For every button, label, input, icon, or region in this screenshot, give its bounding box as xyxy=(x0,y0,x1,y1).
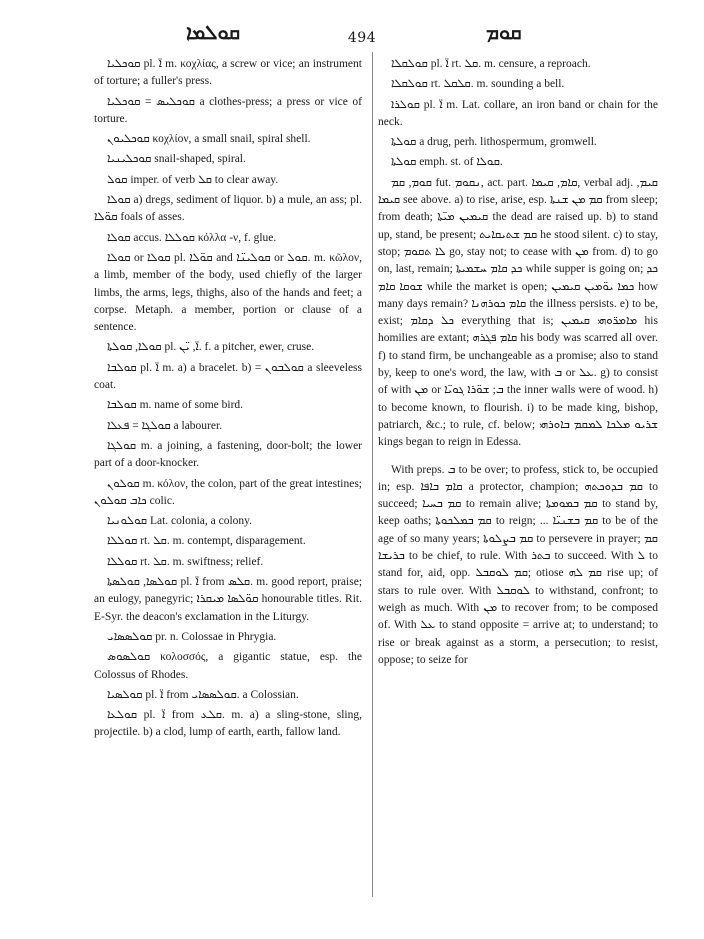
running-head-left: ܩܘܠܡܐ xyxy=(186,20,241,44)
dictionary-entry: ܩܘܟܠܝܢܝܐ snail-shaped, spiral. xyxy=(107,153,246,166)
dictionary-entry: ܩܘܠܬܐ emph. st. of ܩܘܠܐ. xyxy=(391,156,503,169)
dictionary-entry: ܩܘܠܥܐ pl. ܐ̈ from ܩܠܥ. m. a) a sling-stone, sling, projectile. b) a clod, lump of earth, earth, fallow land. xyxy=(94,709,362,739)
right-column xyxy=(378,56,658,672)
dictionary-entry: ܩܘܠܣܐ, ܩܘܠܣܬܐ pl. ܐ̈ from ܩܠܣ. m. good report, praise; an eulogy, panegyric; ܩܘ̈ܠܣܐ ܡܝܩܪܐ honourable titles. Rit. E-Syr. the deacon's exclamation in the Liturgy. xyxy=(94,576,363,623)
dictionary-entry: ܩܘܠܣܘܣ κολοσσός, a gigantic statue, esp. the Colossus of Rhodes. xyxy=(94,651,362,681)
dictionary-entry: ܩܘܠܩܠܐ rt. ܩܠܩܠ. m. sounding a bell. xyxy=(391,78,565,91)
dictionary-entry: ܩܘܠܩܠܐ pl. ܐ̈ rt. ܩܠ. m. censure, a reproach. xyxy=(391,58,591,70)
dictionary-entry: ܩܘܠܠܐ rt. ܩܠ. m. swiftness; relief. xyxy=(107,555,264,568)
dictionary-entry: ܩܘܠܣܣܐܝ pr. n. Colossae in Phrygia. xyxy=(107,630,277,643)
dictionary-entry: ܩܘܟܠܝܘܢ κοχλίον, a small snail, spiral shell. xyxy=(107,133,311,146)
left-column xyxy=(94,56,362,745)
dictionary-entry: ܩܘܠܓܐ m. a joining, a fastening, door-bolt; the lower part of a door-knocker. xyxy=(94,439,362,470)
running-head-right: ܩܘܡ xyxy=(486,20,522,44)
dictionary-entry: ܩܘܠܒܐ m. name of some bird. xyxy=(107,399,244,412)
page-header xyxy=(0,0,704,46)
dictionary-entry: ܩܘܟܠܝܐ pl. ܐ̈ m. κοχλίας, a screw or vice; an instrument of torture; a fuller's press. xyxy=(94,58,362,88)
dictionary-entry: ܩܘܠܣܝܐ pl. ܐ̈ from ܩܘܠܣܣܐܝ. a Colossian. xyxy=(107,688,299,701)
dictionary-entry: ܩܘܠܐ a) dregs, sediment of liquor. b) a mule, an ass; pl. ܩܘ̈ܠܐ foals of asses. xyxy=(94,194,362,224)
dictionary-entry: ܩܘܠܘܢܝܐ Lat. colonia, a colony. xyxy=(107,515,253,528)
column-divider xyxy=(372,52,373,897)
dictionary-entry: ܩܘܠܘܢ m. κόλον, the colon, part of the great intestines; ܟܐܒ ܩܘܠܘܢ colic. xyxy=(94,477,362,507)
dictionary-entry: ܩܘܠܐ, ܩܘܠܬܐ pl. ܐ̈, ܝ̈ܢ. f. a pitcher, ewer, cruse. xyxy=(107,341,315,354)
dictionary-entry: ܩܘܡ, ܩܡ fut. ܢܩܘܡ, act. part. ܩܐܡ, ܩܝܡܐ, verbal adj. ܩܝܡ, ܩܝܡܐ see above. a) to rise, arise, esp. ܩܡ ܡܢ ܫܢܬܐ from sleep; from death; ܩܝܡܝܢ ܡܝ̈ܬܐ the dead are raised up. b) to stand up, stand, be present; ܩܡ ܫܬܝܩܐܝܬ he stood silent. c) to stay, stop; ܠܐ ܬܩܘܡ go, stay not; to cease with ܡܢ from. d) to go on, last, remain; ܟܕ ܩܐܡ ܚܫܡܝܬܐ while supper is going on; ܟܕ ܫܘܩܐ ܩܐܡ while the market is open; ܟܡܐ ܝܘ̈ܡܝܢ ܩܝܡܝܢ how many days remain? ܩܐܡ ܟܘܪܗܢܐ the illness persists. e) to be, exist; ܟܠ ܕܩܐܡ everything that is; ܡܐܡܪ̈ܘܗܝ ܩܝܡܝܢ his homilies are extant; ܩܐܡ ܦܓܪܗ his body was scarred all over. f) to stand firm, be unchangeable as a promise; also to stand by, keep to one's word, the law, with ܒ or ܥܠ. g) to consist of with ܡܢ or ܒ; ܫܘ̈ܪܐ ܓܘܝ̈ܐ the inner walls were of wood. h) to become known, to flourish. i) to be made king, bishop, patriarch, &c.; to rule, cf. below; ܫܪܝܘ ܡܠܟܐ ܠܡܩܡ ܒܐܘܪܗܝ kings began to reign in Edessa. xyxy=(378,176,659,449)
dictionary-entry: ܩܘܠܐ or ܩܘܠܐ pl. ܩܘ̈ܠܐ and ܩܘܠܝܢ̈ܐ or ܩܘܠ. m. κῶλον, a limb, member of the body, used chiefly of the larger limbs, the arms, legs, thighs, also of the hands and feet; a corpse. Metaph. a member, portion or clause of a sentence. xyxy=(94,251,362,334)
dictionary-entry: With preps. ܒ to be over; to profess, stick to, be occupied in; esp. ܩܐܡ ܒܐܦܐ a protector, champion; ܩܡ ܒܕܘܟܬܗ to succeed; ܩܡ ܒܚܝܐ to remain alive; ܩܡ ܒܡܘܡܬܐ to stand by, keep oaths; ܩܡ ܒܡܠܟܘܬܐ to reign; ... ܩܡ ܒܫܢܝ̈ܐ to be of the age of so many years; ܩܡ ܒܨܠܘܬܐ to persevere in prayer; ܩܡ ܒܪܝܫܐ to be chief, to rule. With ܒܬܪ to succeed. With ܠ to stand for, aid, opp. ܩܡ ܠܘܩܒܠ; otiose ܩܡ ܠܗ rise up; of stars to rule over. With ܠܘܩܒܠ to withstand, confront; to weigh as much. With ܡܢ to recover from; to be composed of. With ܥܠ to stand opposite = arrive at; to understand; to rise or break against as a storm, a persecution; to resist, oppose; to seize for xyxy=(378,463,659,666)
dictionary-entry: ܩܘܠ imper. of verb ܩܠ to clear away. xyxy=(107,173,279,186)
dictionary-entry: ܩܘܠܐ accus. ܩܘܠܠܐ κόλλα -ν, f. glue. xyxy=(107,231,277,244)
dictionary-entry: ܩܘܠܪܐ pl. ܐ̈ m. Lat. collare, an iron band or chain for the neck. xyxy=(378,98,658,128)
dictionary-entry: ܩܘܠܠܐ rt. ܩܠ. m. contempt, disparagement. xyxy=(107,535,306,548)
dictionary-entry: ܩܘܠܒܐ pl. ܐ̈ m. a) a bracelet. b) = ܩܘܠܒܘܢ a sleeveless coat. xyxy=(94,361,362,392)
page-number: 494 xyxy=(347,30,377,46)
dictionary-entry: ܩܘܟܠܝܣ = ܩܘܟܠܝܐ a clothes-press; a press or vice of torture. xyxy=(94,95,362,125)
dictionary-entry: ܩܘܠܬܐ a drug, perh. lithospermum, gromwell. xyxy=(391,136,597,149)
dictionary-entry: ܩܘܠܓܐ = ܦܥܠܐ a labourer. xyxy=(107,419,223,432)
